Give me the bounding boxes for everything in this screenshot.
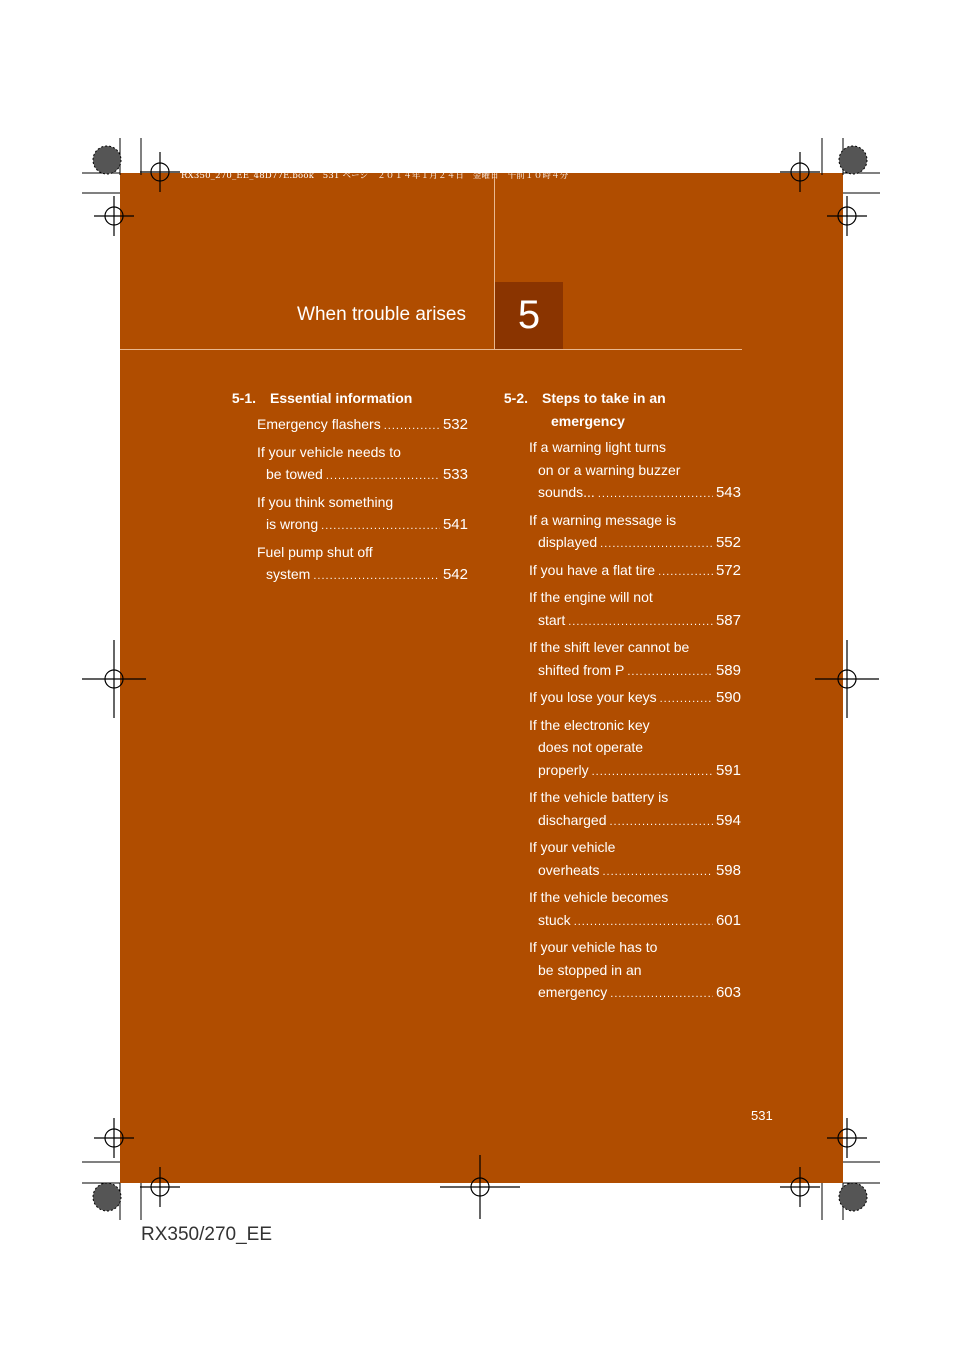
wheel-top-right	[839, 146, 867, 174]
crosshair-top-left	[140, 152, 180, 192]
toc-page-ref: 589	[715, 661, 741, 679]
chapter-number-tab: 5	[495, 282, 563, 349]
toc-entry-text: stuck	[538, 911, 571, 928]
toc-entry-line: If a warning light turns	[529, 439, 666, 455]
section-title-line: Steps to take in an	[542, 390, 666, 406]
toc-entry-line: Fuel pump shut off	[257, 543, 373, 560]
toc-entry-text: is wrong	[266, 516, 319, 532]
wheel-bottom-left	[93, 1183, 121, 1211]
toc-page-ref: 587	[715, 611, 741, 629]
toc-page-ref: 532	[442, 416, 468, 433]
toc-entry-line: If your vehicle needs to	[257, 443, 401, 460]
crosshair-top-right	[780, 152, 820, 192]
toc-entry-line: If you think something	[257, 493, 394, 510]
toc-page-ref: 598	[715, 861, 741, 879]
toc-entry-text: shifted from P	[538, 661, 625, 678]
wheel-top-left	[93, 146, 121, 174]
toc-entry-text: Emergency flashers	[257, 416, 381, 432]
model-code: RX350/270_EE	[141, 1224, 272, 1245]
color-wheel-marks	[93, 146, 867, 1211]
section-number: 5-2.	[503, 390, 528, 406]
toc-page-ref: 590	[715, 689, 741, 706]
toc-entry-text: emergency	[538, 984, 608, 1000]
toc-entry-text: overheats	[538, 861, 600, 878]
toc-entry-line: If the engine will not	[529, 589, 653, 605]
toc-entry-line: If your vehicle has to	[529, 939, 658, 955]
toc-entry-line: on or a warning buzzer	[538, 461, 681, 478]
toc-entry-line: If the electronic key	[529, 716, 650, 733]
toc-entry-text: sounds...	[538, 484, 595, 500]
chapter-title: When trouble arises	[297, 304, 466, 325]
toc-page-ref: 543	[715, 484, 741, 501]
wheel-bottom-right	[839, 1183, 867, 1211]
toc-entry-text: properly	[538, 761, 589, 778]
toc-entry-line: If a warning message is	[529, 511, 677, 528]
book-info-line: RX350_270_EE_48D77E.book 531 ページ ２０１４年１月２４日 金曜日 午前１０時４分	[181, 171, 569, 181]
toc-entry-text: discharged	[538, 811, 607, 828]
toc-page-ref: 591	[715, 761, 741, 779]
section-title-line: emergency	[551, 413, 625, 429]
crosshair-bottom-right	[780, 1167, 820, 1207]
crosshair-right-mid	[815, 640, 879, 718]
toc-entry-text: If you lose your keys	[529, 689, 657, 705]
toc-page-ref: 601	[715, 911, 741, 929]
toc-page-ref: 541	[442, 516, 468, 533]
toc-entry-line: does not operate	[538, 739, 644, 755]
section-number: 5-1.	[231, 390, 256, 406]
toc-page-ref: 533	[442, 466, 468, 483]
crosshair-bottom-left	[140, 1167, 180, 1207]
toc-entry-line: If the vehicle battery is	[529, 789, 669, 805]
crosshair-left-lower	[94, 1118, 134, 1158]
toc-entry-line: If the shift lever cannot be	[529, 639, 690, 655]
toc-page-ref: 552	[715, 534, 741, 551]
toc-page-ref: 594	[715, 811, 741, 829]
toc-entry-text: start	[538, 611, 566, 628]
toc-entry-line: If your vehicle	[529, 839, 616, 855]
crosshair-right-upper	[827, 196, 867, 236]
crosshair-left-mid	[82, 640, 146, 718]
toc-page-ref: 603	[715, 984, 741, 1001]
toc-entry-line: If the vehicle becomes	[529, 889, 669, 905]
toc-entry-text: If you have a flat tire	[529, 561, 656, 578]
toc-entry-text: displayed	[538, 534, 598, 550]
toc-entry-text: system	[266, 566, 311, 582]
section-title-line: Essential information	[270, 390, 413, 406]
crosshair-right-lower	[827, 1118, 867, 1158]
page-number: 531	[751, 1108, 773, 1123]
crosshair-bottom-center	[440, 1155, 520, 1219]
toc-entry-line: be stopped in an	[538, 961, 642, 978]
toc-page-ref: 542	[442, 566, 468, 583]
toc-page-ref: 572	[715, 561, 741, 579]
toc-entry-text: be towed	[266, 466, 323, 482]
crosshair-left-upper	[94, 196, 134, 236]
